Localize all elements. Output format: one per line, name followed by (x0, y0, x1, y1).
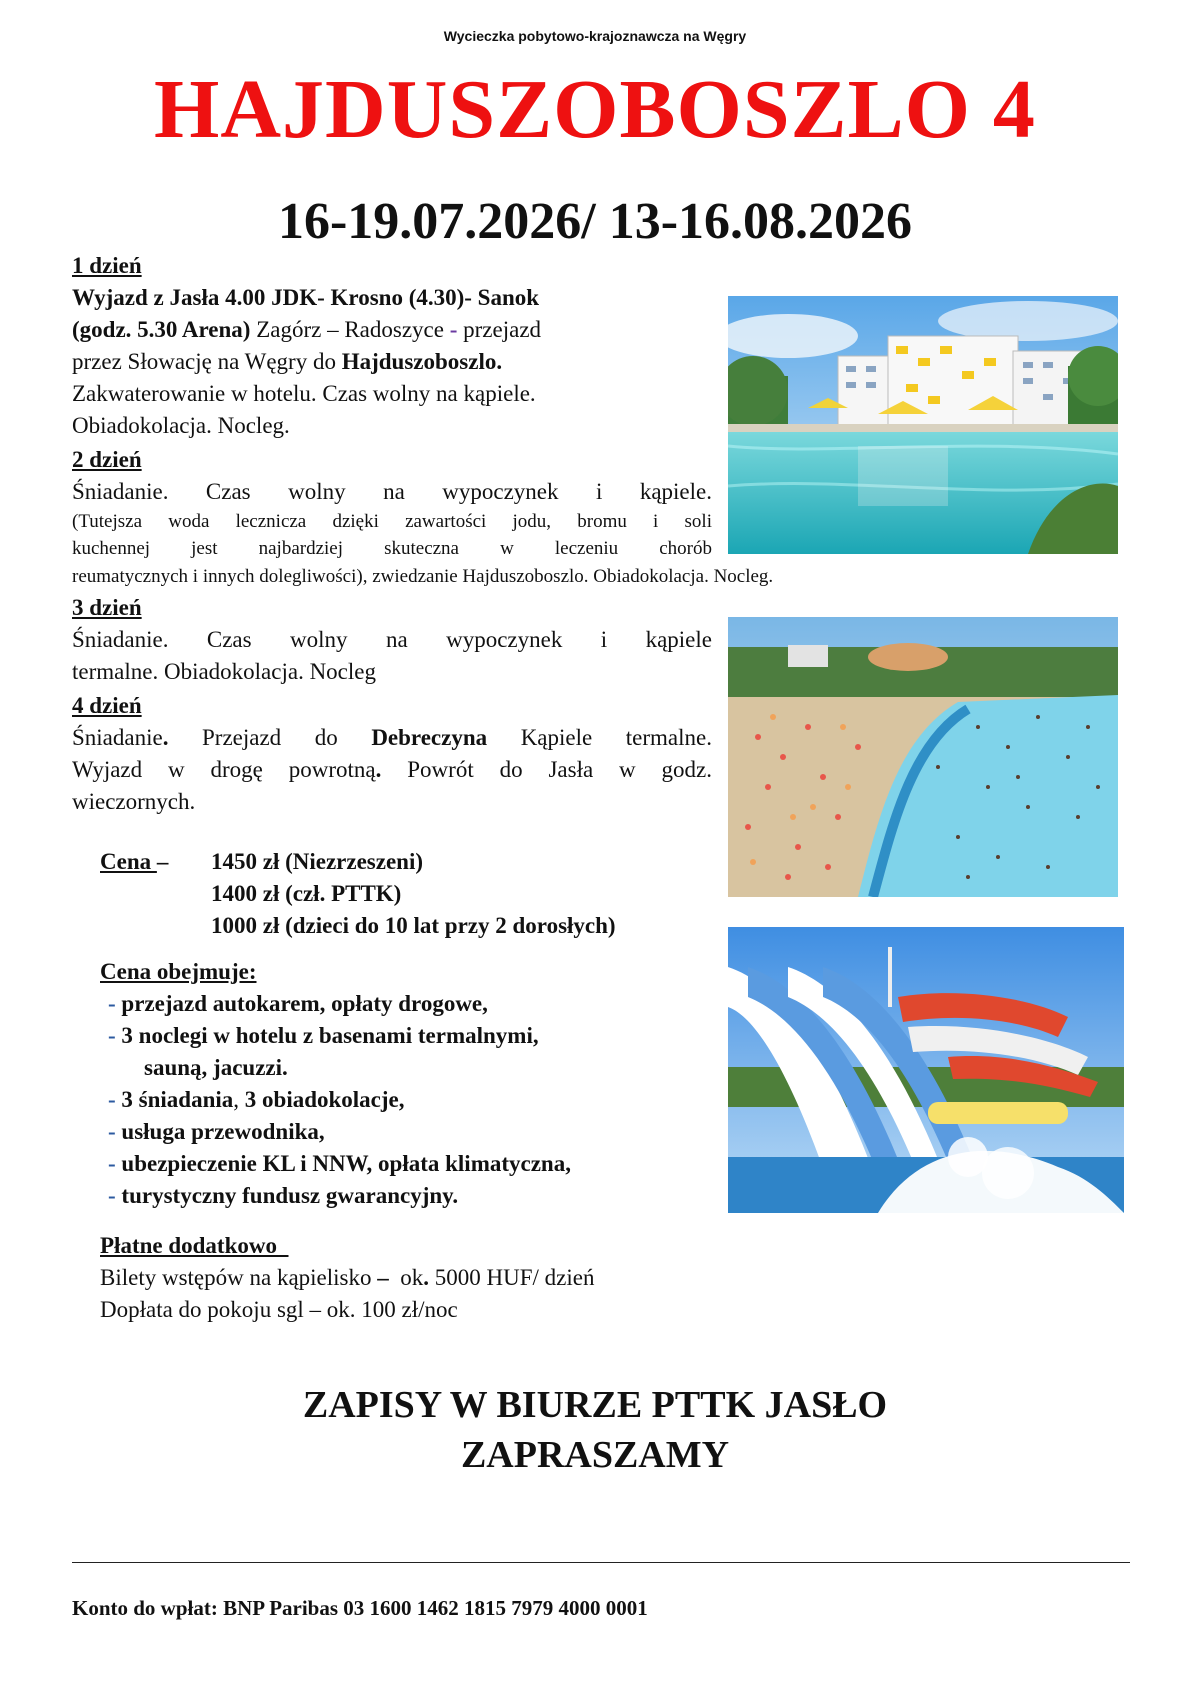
trip-dates: 16-19.07.2026/ 13-16.08.2026 (277, 193, 913, 250)
day-4-section (72, 690, 712, 818)
day-3-line-1: Śniadanie. Czas wolny na wypoczynek i kąpiele (72, 627, 712, 652)
hotel-pool-photo (728, 296, 1118, 554)
day-1-dash: - (449, 317, 458, 342)
extra-line-1b: – (377, 1265, 389, 1290)
extra-heading: Płatne dodatkowo (100, 1233, 289, 1258)
signup-info: ZAPISY W BIURZE PTTK JASŁO (302, 1384, 888, 1426)
includes-item-5: ubezpieczenie KL i NNW, opłata klimatyczna, (121, 1151, 571, 1176)
includes-item-2b: sauną, jacuzzi. (144, 1055, 288, 1080)
includes-item-2a: 3 noclegi w hotelu z basenami termalnymi, (121, 1023, 539, 1048)
bullet: - (108, 1151, 116, 1176)
day-4-heading: 4 dzień (72, 693, 142, 718)
day-4-line-2a: Wyjazd w drogę powrotną (72, 757, 376, 782)
thermal-pool-photo (728, 617, 1118, 897)
price-section (100, 846, 720, 942)
page-title: HAJDUSZOBOSZLO 4 (154, 63, 1036, 156)
day-1-line-4: Zakwaterowanie w hotelu. Czas wolny na kąpiele. (72, 381, 536, 406)
extra-line-1c: ok (388, 1265, 424, 1290)
day-4-line-1e: Kąpiele termalne. (487, 725, 712, 750)
day-4-line-1d: Debreczyna (371, 725, 488, 750)
trip-subtitle: Wycieczka pobytowo-krajoznawcza na Węgry (443, 28, 747, 44)
price-dash: – (156, 849, 169, 874)
day-1-line-3b: Hajduszoboszlo. (341, 349, 503, 374)
extra-line-1a: Bilety wstępów na kąpielisko (100, 1265, 378, 1290)
includes-item-4: usługa przewodnika, (121, 1119, 325, 1144)
day-4-line-3: wieczornych. (72, 789, 196, 814)
includes-item-6: turystyczny fundusz gwarancyjny. (121, 1183, 459, 1208)
day-1-line-2b: Zagórz – Radoszyce (250, 317, 450, 342)
day-1-line-1: Wyjazd z Jasła 4.00 JDK- Krosno (4.30)- Sanok (72, 285, 540, 310)
day-2-line-1: Śniadanie. Czas wolny na wypoczynek i kąpiele. (72, 479, 712, 504)
day-2-heading: 2 dzień (72, 447, 142, 472)
bank-account: Konto do wpłat: BNP Paribas 03 1600 1462 1815 7979 4000 0001 (72, 1596, 648, 1620)
day-1-line-2d: przejazd (457, 317, 542, 342)
bullet: - (108, 1023, 116, 1048)
bullet: - (108, 991, 116, 1016)
extra-section (100, 1230, 740, 1326)
day-4-line-1a: Śniadanie (72, 725, 163, 750)
includes-heading: Cena obejmuje: (100, 959, 257, 984)
day-4-line-1c: Przejazd do (168, 725, 372, 750)
extra-line-1e: 5000 HUF/ dzień (429, 1265, 595, 1290)
price-1: 1450 zł (Niezrzeszeni) (211, 849, 424, 874)
includes-item-1: przejazd autokarem, opłaty drogowe, (121, 991, 488, 1016)
bullet: - (108, 1087, 116, 1112)
day-1-line-5: Obiadokolacja. Nocleg. (72, 413, 290, 438)
day-2-line-4: reumatycznych i innych dolegliwości), zwiedzanie Hajduszoboszlo. Obiadokolacja. Nocleg. (72, 566, 774, 587)
includes-item-3c: 3 obiadokolacje, (244, 1087, 405, 1112)
extra-line-2: Dopłata do pokoju sgl – ok. 100 zł/noc (100, 1297, 458, 1322)
day-3-line-2: termalne. Obiadokolacja. Nocleg (72, 659, 376, 684)
includes-item-3a: 3 śniadania (121, 1087, 234, 1112)
day-3-section (72, 592, 712, 688)
extra-line-1d: . (423, 1265, 429, 1290)
day-1-line-3a: przez Słowację na Węgry do (72, 349, 342, 374)
bullet: - (108, 1183, 116, 1208)
divider (72, 1562, 1130, 1563)
price-2: 1400 zł (czł. PTTK) (211, 881, 402, 906)
day-4-line-2c: Powrót do Jasła w godz. (381, 757, 712, 782)
day-1-heading: 1 dzień (72, 253, 142, 278)
price-label: Cena (100, 849, 157, 874)
day-4-line-1b: . (162, 725, 169, 750)
includes-section (100, 956, 720, 1212)
day-2-line-3: kuchennej jest najbardziej skuteczna w leczeniu chorób (72, 538, 712, 559)
day-2-section (72, 444, 712, 562)
day-3-heading: 3 dzień (72, 595, 142, 620)
invitation: ZAPRASZAMY (460, 1434, 730, 1476)
day-2-line-2: (Tutejsza woda lecznicza dzięki zawartości jodu, bromu i soli (72, 511, 712, 532)
bullet: - (108, 1119, 116, 1144)
day-1-line-2a: (godz. 5.30 Arena) (72, 317, 251, 342)
day-4-line-2b: . (375, 757, 382, 782)
includes-item-3b: , (233, 1087, 245, 1112)
day-1-section (72, 250, 712, 442)
water-slides-photo (728, 927, 1124, 1213)
price-3: 1000 zł (dzieci do 10 lat przy 2 dorosłych) (211, 913, 616, 938)
